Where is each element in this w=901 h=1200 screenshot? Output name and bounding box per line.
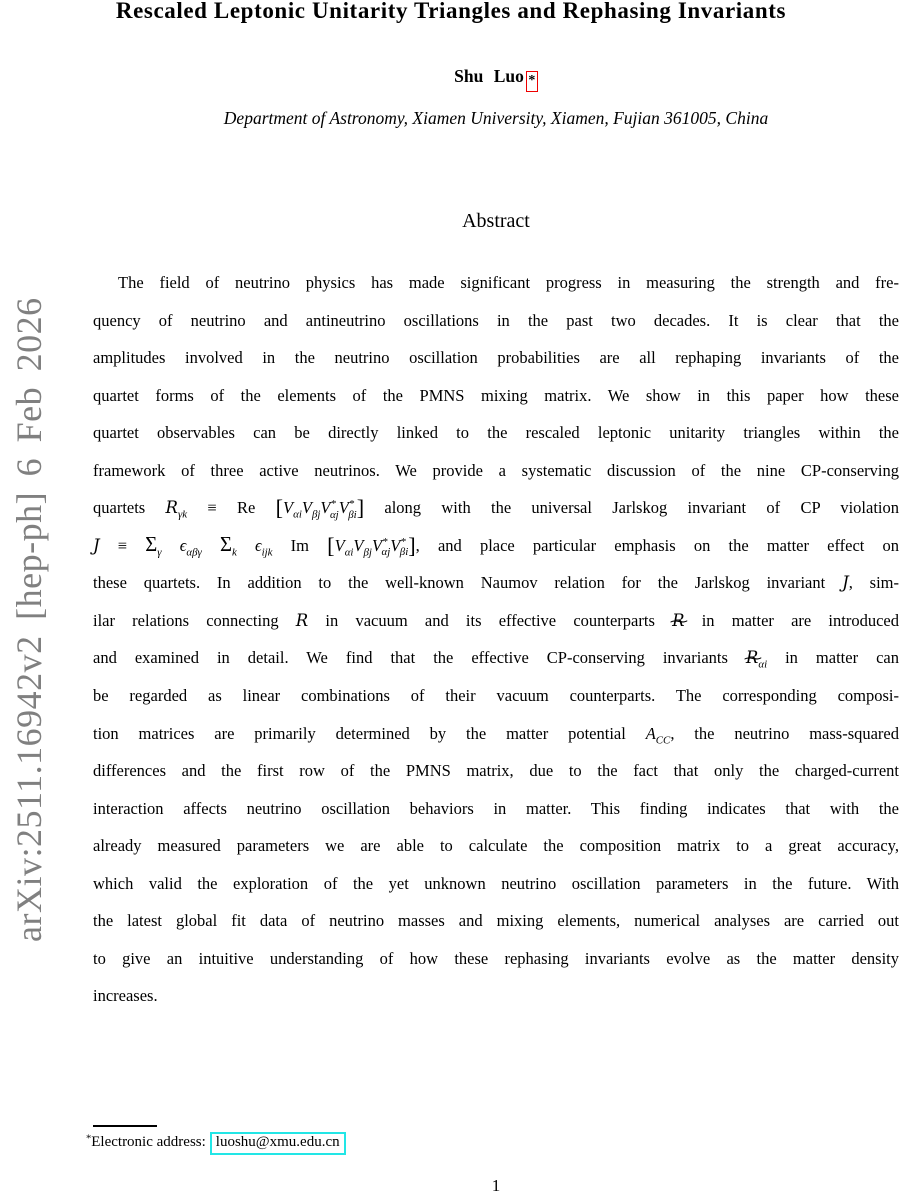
- footnote-rule: [93, 1125, 157, 1127]
- author-name: Shu Luo: [454, 66, 524, 86]
- email-link[interactable]: luoshu@xmu.edu.cn: [210, 1132, 346, 1155]
- paper-title: Rescaled Leptonic Unitarity Triangles and Rephasing Invariants: [115, 0, 787, 23]
- abstract-line: tion matrices are primarily determined by the matter potential $A_{CC}$, the neutrino mass-squared: [93, 723, 900, 746]
- abstract-line: amplitudes involved in the neutrino oscillation probabilities are all rephaping invariants of the: [93, 348, 899, 368]
- abstract-line: be regarded as linear combinations of their vacuum counterparts. The corresponding composi-: [93, 686, 899, 706]
- abstract-line: already measured parameters we are able to calculate the composition matrix to a great accuracy,: [93, 836, 899, 856]
- abstract-body: [93, 264, 899, 1015]
- abstract-line: quartet forms of the elements of the PMNS mixing matrix. We show in this paper how these: [93, 385, 899, 405]
- abstract-line: increases.: [93, 986, 158, 1006]
- affiliation: Department of Astronomy, Xiamen University, Xiamen, Fujian 361005, China: [223, 108, 769, 128]
- abstract-line: quency of neutrino and antineutrino oscillations in the past two decades. It is clear that the: [93, 310, 899, 330]
- abstract-line: these quartets. In addition to the well-known Naumov relation for the Jarlskog invariant J, sim-: [93, 573, 899, 593]
- abstract-heading: Abstract: [462, 210, 530, 232]
- footnote-label: Electronic address:: [91, 1134, 206, 1150]
- abstract-line: interaction affects neutrino oscillation behaviors in matter. This finding indicates that with the: [93, 798, 899, 818]
- abstract-line: to give an intuitive understanding of how these rephasing invariants evolve as the matter density: [93, 948, 899, 968]
- abstract-line: which valid the exploration of the yet unknown neutrino oscillation parameters in the future. With: [93, 873, 899, 893]
- author-line: [93, 66, 899, 92]
- author-footnote-link[interactable]: [526, 71, 538, 92]
- abstract-line: quartet observables can be directly linked to the rescaled leptonic unitarity triangles within the: [93, 423, 899, 443]
- footnote-asterisk: *: [528, 73, 536, 88]
- abstract-line: $J \equiv \Sigma_\gamma$ $\epsilon_{\alpha\beta\gamma}$ $\Sigma_k$ $\epsilon_{ijk}$ Im $[V_{\alpha i}V_{\beta j}V^*_{\alpha j}V^*_{\beta i}]$, and place particular emphasis on the matter effect on: [93, 533, 900, 559]
- abstract-line: and examined in detail. We find that the effective CP-conserving invariants R $\sim_{\alpha i}$ in matter can: [93, 639, 899, 677]
- abstract-line: the latest global fit data of neutrino masses and mixing elements, numerical analyses are carried out: [93, 911, 899, 931]
- abstract-line: quartets $R_{\gamma k} \equiv Re$ $[V_{\alpha i}V_{\beta j}V^*_{\alpha j}V^*_{\beta i}]$ along with the universal Jarlskog invariant of CP violation: [93, 495, 899, 521]
- abstract-line: differences and the first row of the PMNS matrix, due to the fact that only the charged-current: [93, 761, 899, 781]
- abstract-line: ilar relations connecting R in vacuum and its effective counterparts R ~ in matter are introduced: [93, 602, 899, 640]
- page-number: 1: [491, 1176, 501, 1195]
- abstract-line: The field of neutrino physics has made significant progress in measuring the strength and fre-: [118, 273, 899, 292]
- footnote-marker: *: [86, 1133, 92, 1145]
- arxiv-watermark: arXiv:2511.16942v2 [hep-ph] 6 Feb 2026: [9, 297, 49, 942]
- abstract-line: framework of three active neutrinos. We provide a systematic discussion of the nine CP-conserving: [93, 460, 899, 480]
- footnote: [86, 1132, 826, 1155]
